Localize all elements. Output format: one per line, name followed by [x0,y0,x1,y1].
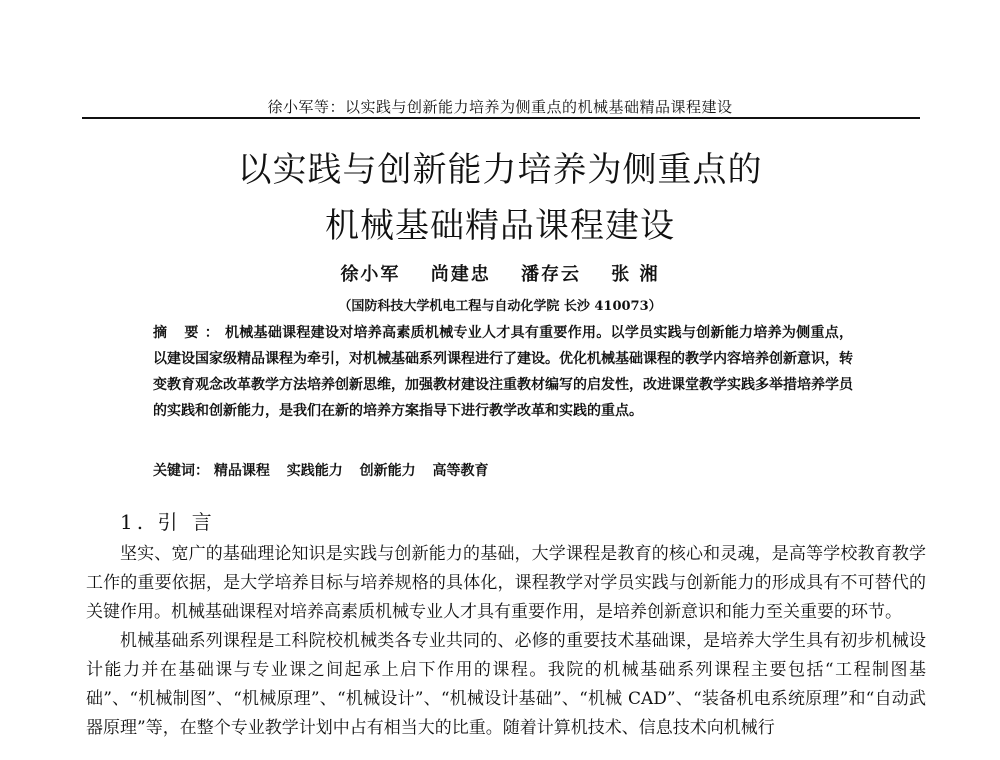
keywords-label: 关键词： [153,463,209,479]
running-head: 徐小军等：以实践与创新能力培养为侧重点的机械基础精品课程建设 [267,98,733,116]
author-name: 尚建忠 [430,264,491,285]
author-name: 徐小军 [340,264,401,285]
author-list [0,260,1000,286]
paper-title-line-2: 机械基础精品课程建设 [325,206,675,246]
keyword: 高等教育 [432,463,489,479]
author-name: 张 湘 [611,264,660,285]
paper-title-line-1: 以实践与创新能力培养为侧重点的 [237,150,763,190]
paragraph: 坚实、宽广的基础理论知识是实践与创新能力的基础，大学课程是教育的核心和灵魂，是高等学校教育教学工作的重要依据，是大学培养目标与培养规格的具体化，课程教学对学员实践与创新能力的形成具有不可替代的关键作用。机械基础课程对培养高素质机械专业人才具有重要作用，是培养创新意识和能力至关重要的环节。 [86,544,926,622]
author-name: 潘存云 [521,264,581,285]
paragraph: 机械基础系列课程是工科院校机械类各专业共同的、必修的重要技术基础课，是培养大学生具有初步机械设计能力并在基础课与专业课之间起承上启下作用的课程。我院的机械基础系列课程主要包括“工程制图基础”、“机械制图”、“机械原理”、“机械设计”、“机械设计基础”、“机械 CAD”、“装备机电系统原理”和“自动武器原理”等，在整个专业教学计划中占有相当大的比重。随着计算机技术、信息技术向机械行 [86,631,926,738]
keyword: 创新能力 [359,463,416,479]
keyword: 实践能力 [286,463,343,479]
abstract-text: 机械基础课程建设对培养高素质机械专业人才具有重要作用。以学员实践与创新能力培养为侧重点，以建设国家级精品课程为牵引，对机械基础系列课程进行了建设。优化机械基础课程的教学内容培养创新意识，转变教育观念改革教学方法培养创新思维，加强教材建设注重教材编写的启发性，改进课堂教学实践多举措培养学员的实践和创新能力，是我们在新的培养方案指导下进行教学改革和实践的重点。 [153,325,854,419]
keywords [153,460,853,480]
abstract-label: 摘 要： [153,325,225,341]
section-heading: 1. 引 言 [120,510,216,534]
body-text [86,540,926,743]
keyword: 精品课程 [213,463,270,479]
abstract [153,320,853,424]
affiliation: （国防科技大学机电工程与自动化学院 长沙 410073） [338,299,662,314]
header-rule [82,117,920,119]
